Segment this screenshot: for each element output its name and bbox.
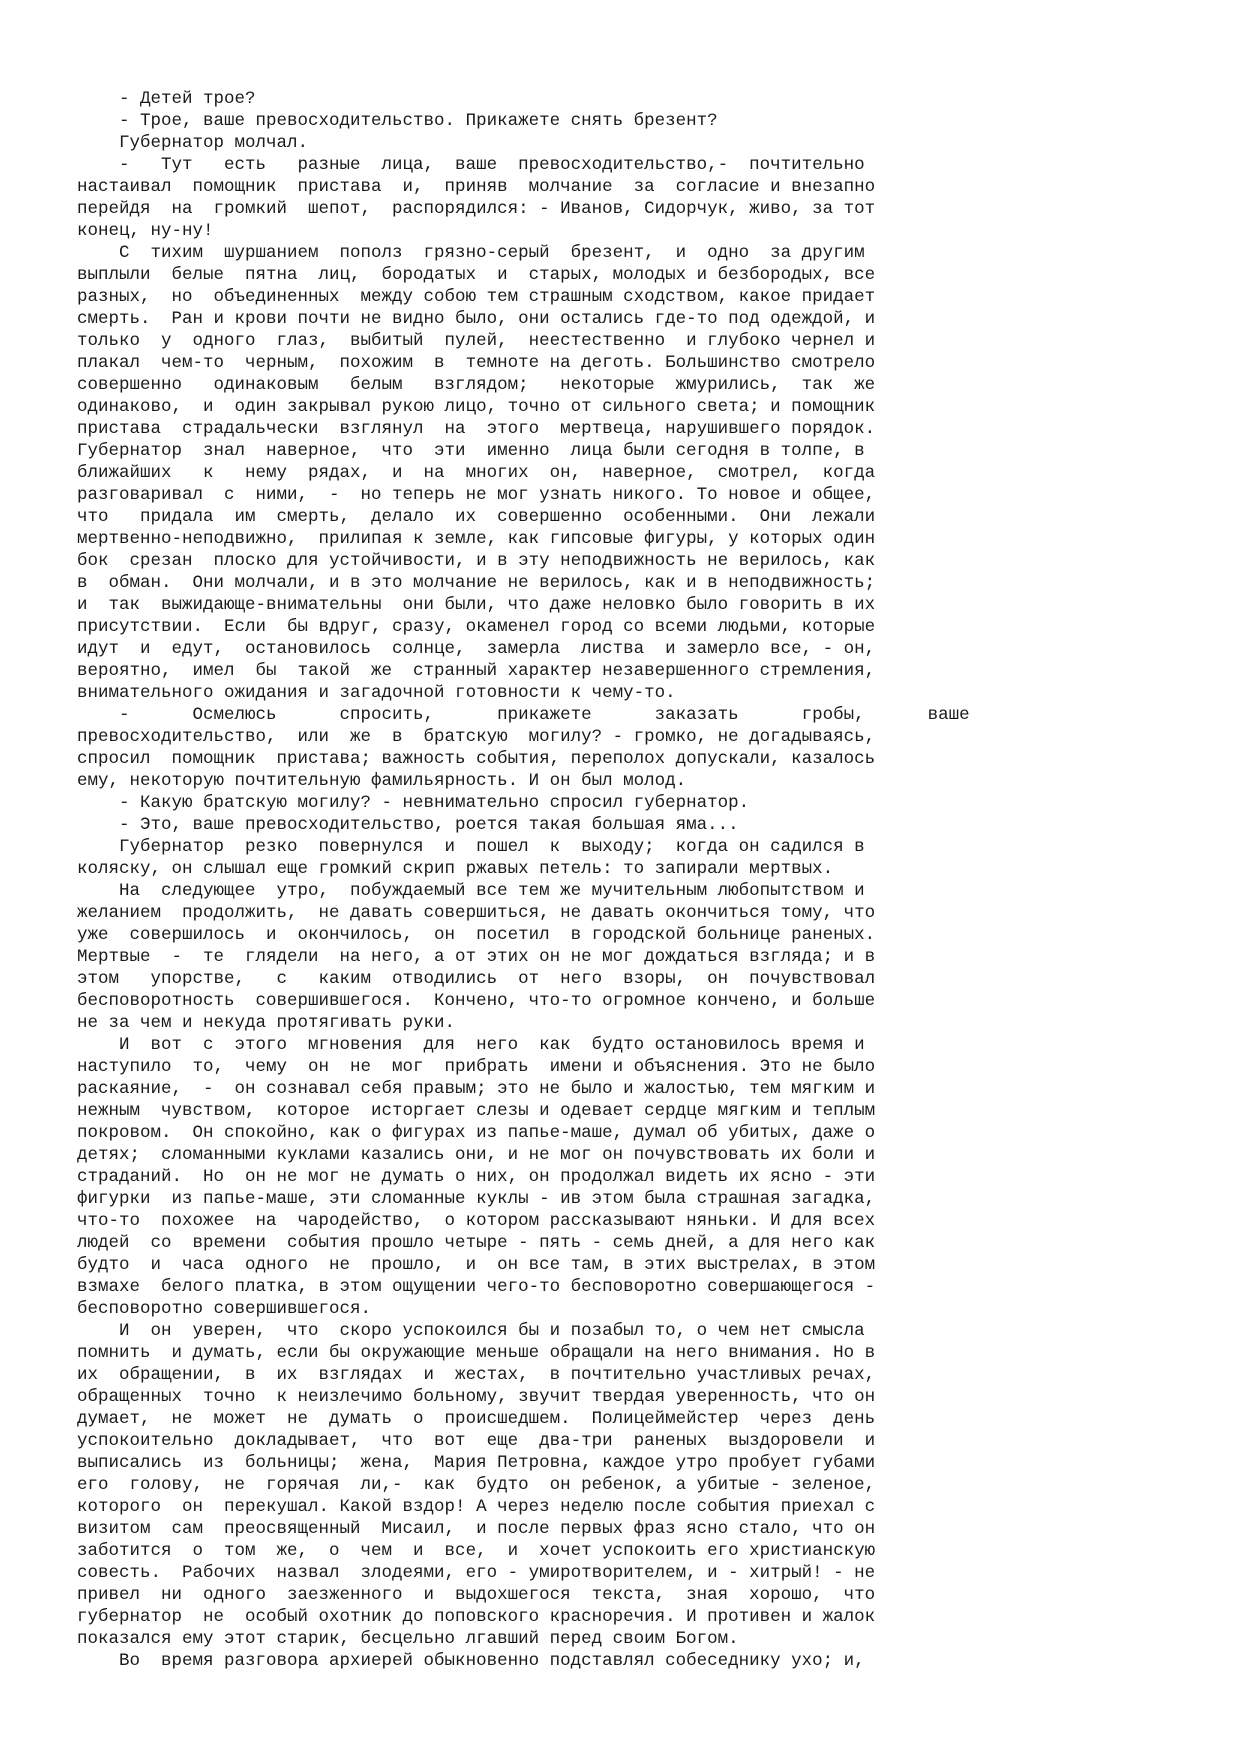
text-line: думает, не может не думать о происшедшем. Полицеймейстер через день: [77, 1409, 876, 1429]
text-line: не за чем и некуда протягивать руки.: [77, 1013, 456, 1033]
text-line: На следующее утро, побуждаемый все тем же мучительным любопытством и: [77, 881, 865, 901]
text-line: - Какую братскую могилу? - невнимательно спросил губернатор.: [77, 793, 750, 813]
text-line: помнить и думать, если бы окружающие меньше обращали на него внимания. Но в: [77, 1343, 876, 1363]
text-line: только у одного глаз, выбитый пулей, неестественно и глубоко чернел и: [77, 331, 876, 351]
text-line: обращенных точно к неизлечимо больному, звучит твердая уверенность, что он: [77, 1387, 876, 1407]
text-line: одинаково, и один закрывал рукою лицо, точно от сильного света; и помощник: [77, 397, 876, 417]
text-line: присутствии. Если бы вдруг, сразу, окаменел город со всеми людьми, которые: [77, 617, 876, 637]
text-line: - Трое, ваше превосходительство. Прикажете снять брезент?: [77, 111, 718, 131]
text-line: людей со времени события прошло четыре - пять - семь дней, а для него как: [77, 1233, 876, 1253]
text-line: губернатор не особый охотник до поповского красноречия. И противен и жалок: [77, 1607, 876, 1627]
text-line: - Тут есть разные лица, ваше превосходительство,- почтительно: [77, 155, 865, 175]
text-line: страданий. Но он не мог не думать о них, он продолжал видеть их ясно - эти: [77, 1167, 876, 1187]
text-line: пристава страдальчески взглянул на этого мертвеца, нарушившего порядок.: [77, 419, 876, 439]
text-line: его голову, не горячая ли,- как будто он ребенок, а убитые - зеленое,: [77, 1475, 876, 1495]
text-line: мертвенно-неподвижно, прилипая к земле, как гипсовые фигуры, у которых один: [77, 529, 876, 549]
text-line: и так выжидающе-внимательны они были, что даже неловко было говорить в их: [77, 595, 876, 615]
text-line: спросил помощник пристава; важность события, переполох допускали, казалось: [77, 749, 876, 769]
text-line: Губернатор молчал.: [77, 133, 309, 153]
text-line: раскаяние, - он сознавал себя правым; это не было и жалостью, тем мягким и: [77, 1079, 876, 1099]
text-line: бесповоротность совершившегося. Кончено, что-то огромное кончено, и больше: [77, 991, 876, 1011]
text-line: успокоительно докладывает, что вот еще два-три раненых выздоровели и: [77, 1431, 876, 1451]
text-line: фигурки из папье-маше, эти сломанные куклы - ив этом была страшная загадка,: [77, 1189, 876, 1209]
text-line: внимательного ожидания и загадочной готовности к чему-то.: [77, 683, 676, 703]
text-line: разговаривал с ними, - но теперь не мог узнать никого. То новое и общее,: [77, 485, 876, 505]
text-line: вероятно, имел бы такой же странный характер незавершенного стремления,: [77, 661, 876, 681]
text-line: - Осмелюсь спросить, прикажете заказать гробы, ваше: [77, 705, 970, 725]
text-line: - Это, ваше превосходительство, роется такая большая яма...: [77, 815, 739, 835]
text-line: их обращении, в их взглядах и жестах, в почтительно участливых речах,: [77, 1365, 876, 1385]
text-line: нежным чувством, которое исторгает слезы и одевает сердце мягким и теплым: [77, 1101, 876, 1121]
text-line: превосходительство, или же в братскую могилу? - громко, не догадываясь,: [77, 727, 876, 747]
text-line: покровом. Он спокойно, как о фигурах из папье-маше, думал об убитых, даже о: [77, 1123, 876, 1143]
text-line: С тихим шуршанием пополз грязно-серый брезент, и одно за другим: [77, 243, 865, 263]
text-line: желанием продолжить, не давать совершиться, не давать окончиться тому, что: [77, 903, 876, 923]
text-line: ему, некоторую почтительную фамильярность. И он был молод.: [77, 771, 687, 791]
text-line: что-то похожее на чародейство, о котором рассказывают няньки. И для всех: [77, 1211, 876, 1231]
text-line: визитом сам преосвященный Мисаил, и после первых фраз ясно стало, что он: [77, 1519, 876, 1539]
text-line: ближайших к нему рядах, и на многих он, наверное, смотрел, когда: [77, 463, 876, 483]
text-line: выплыли белые пятна лиц, бородатых и старых, молодых и безбородых, все: [77, 265, 876, 285]
text-line: Губернатор знал наверное, что эти именно лица были сегодня в толпе, в: [77, 441, 865, 461]
text-line: будто и часа одного не прошло, и он все там, в этих выстрелах, в этом: [77, 1255, 876, 1275]
text-line: заботится о том же, о чем и все, и хочет успокоить его христианскую: [77, 1541, 876, 1561]
text-line: что придала им смерть, делало их совершенно особенными. Они лежали: [77, 507, 876, 527]
text-line: выписались из больницы; жена, Мария Петровна, каждое утро пробует губами: [77, 1453, 876, 1473]
text-line: перейдя на громкий шепот, распорядился: - Иванов, Сидорчук, живо, за тот: [77, 199, 876, 219]
text-line: Губернатор резко повернулся и пошел к выходу; когда он садился в: [77, 837, 865, 857]
text-line: взмахе белого платка, в этом ощущении чего-то бесповоротно совершающегося -: [77, 1277, 876, 1297]
text-line: показался ему этот старик, бесцельно лгавший перед своим Богом.: [77, 1629, 739, 1649]
text-line: привел ни одного заезженного и выдохшегося текста, зная хорошо, что: [77, 1585, 876, 1605]
text-line: совершенно одинаковым белым взглядом; некоторые жмурились, так же: [77, 375, 876, 395]
text-line: детях; сломанными куклами казались они, и не мог он почувствовать их боли и: [77, 1145, 876, 1165]
text-line: которого он перекушал. Какой вздор! А через неделю после события приехал с: [77, 1497, 876, 1517]
text-line: коляску, он слышал еще громкий скрип ржавых петель: то запирали мертвых.: [77, 859, 834, 879]
text-line: этом упорстве, с каким отводились от него взоры, он почувствовал: [77, 969, 876, 989]
text-line: в обман. Они молчали, и в это молчание не верилось, как и в неподвижность;: [77, 573, 876, 593]
text-line: совесть. Рабочих назвал злодеями, его - умиротворителем, и - хитрый! - не: [77, 1563, 876, 1583]
text-line: И вот с этого мгновения для него как будто остановилось время и: [77, 1035, 865, 1055]
text-line: И он уверен, что скоро успокоился бы и позабыл то, о чем нет смысла: [77, 1321, 865, 1341]
text-line: разных, но объединенных между собою тем страшным сходством, какое придает: [77, 287, 876, 307]
text-line: наступило то, чему он не мог прибрать имени и объяснения. Это не было: [77, 1057, 876, 1077]
text-line: уже совершилось и окончилось, он посетил в городской больнице раненых.: [77, 925, 876, 945]
text-line: бесповоротно совершившегося.: [77, 1299, 372, 1319]
text-line: настаивал помощник пристава и, приняв молчание за согласие и внезапно: [77, 177, 876, 197]
text-line: Мертвые - те глядели на него, а от этих он не мог дождаться взгляда; и в: [77, 947, 876, 967]
text-line: конец, ну-ну!: [77, 221, 214, 241]
text-line: Во время разговора архиерей обыкновенно подставлял собеседнику ухо; и,: [77, 1651, 865, 1671]
text-line: идут и едут, остановилось солнце, замерла листва и замерло все, - он,: [77, 639, 876, 659]
document-page: [77, 88, 1025, 1672]
text-line: смерть. Ран и крови почти не видно было, они остались где-то под одеждой, и: [77, 309, 876, 329]
text-line: плакал чем-то черным, похожим в темноте на деготь. Большинство смотрело: [77, 353, 876, 373]
text-line: - Детей трое?: [77, 89, 256, 109]
text-line: бок срезан плоско для устойчивости, и в эту неподвижность не верилось, как: [77, 551, 876, 571]
